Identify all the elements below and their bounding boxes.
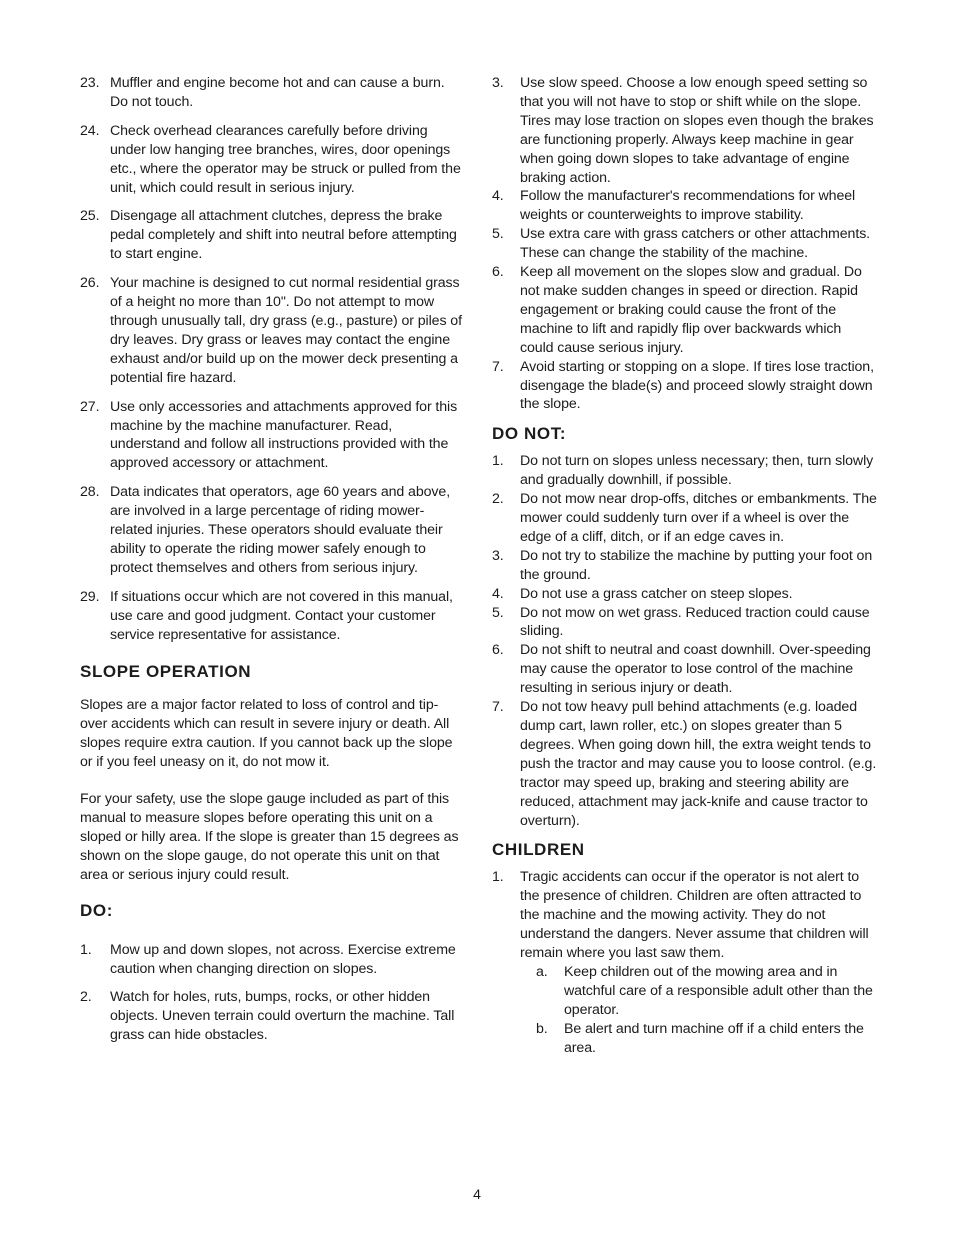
list-item bbox=[492, 641, 878, 698]
item-number: 5. bbox=[492, 226, 504, 243]
item-text: Do not shift to neutral and coast downhill. Over-speeding may cause the operator to lose control of the machine resulting in serious injury or death. bbox=[520, 642, 871, 697]
item-text: Do not try to stabilize the machine by putting your foot on the ground. bbox=[520, 547, 873, 583]
list-item bbox=[80, 274, 465, 387]
item-text: Data indicates that operators, age 60 years and above, are involved in a large percentage of riding mower-related injuries. These operators should evaluate their ability to operate the riding mower safely enough to protect themselves and others from serious injury. bbox=[110, 484, 451, 576]
item-number: 7. bbox=[492, 358, 504, 375]
list-item bbox=[492, 225, 878, 263]
list-item bbox=[492, 868, 878, 963]
item-text: Do not mow near drop-offs, ditches or embankments. The mower could suddenly turn over if a wheel is over the edge of a cliff, ditch, or if an edge caves in. bbox=[520, 491, 877, 545]
item-number: 5. bbox=[492, 604, 504, 621]
page-number: 4 bbox=[473, 1186, 481, 1202]
list-item bbox=[80, 483, 465, 578]
list-item bbox=[492, 263, 878, 358]
item-number: 6. bbox=[492, 264, 504, 281]
list-item bbox=[80, 74, 465, 112]
item-text: Keep all movement on the slopes slow and gradual. Do not make sudden changes in speed or direction. Rapid engagement or braking could cause the front of the machine to lift and rapidly flip over backwards which could cause serious injury. bbox=[520, 264, 862, 356]
item-text: Use slow speed. Choose a low enough speed setting so that you will not have to stop or shift while on the slope. Tires may lose traction on slopes even though the brakes are functioning properly. Always keep machine in gear when going down slopes to take advantage of engine braking action. bbox=[520, 75, 874, 186]
list-item bbox=[80, 588, 465, 645]
item-number: 29. bbox=[80, 588, 100, 605]
item-text: Avoid starting or stopping on a slope. If tires lose traction, disengage the blade(s) and proceed slowly straight down the slope. bbox=[520, 358, 874, 413]
item-text: Watch for holes, ruts, bumps, rocks, or other hidden objects. Uneven terrain could overturn the machine. Tall grass can hide obstacles. bbox=[110, 989, 455, 1044]
list-item bbox=[492, 604, 878, 642]
item-number: 1. bbox=[492, 869, 504, 886]
item-text: Your machine is designed to cut normal residential grass of a height no more than 10". Do not attempt to mow through unusually tall, dry grass (e.g., pasture) or piles of dry leaves. Dry grass or leaves may contact the engine exhaust and/or build up on the mower deck presenting a potential fire hazard. bbox=[110, 275, 462, 386]
sub-list-item bbox=[536, 1020, 878, 1058]
item-text: Do not tow heavy pull behind attachments (e.g. loaded dump cart, lawn roller, etc.) on slopes greater than 5 degrees. When going down hill, the extra weight tends to push the tractor and may cause you to loose control. (e.g. tractor may speed up, braking and steering ability are reduced, attachment may jack-knife and cause tractor to overturn). bbox=[520, 699, 877, 829]
item-number: 3. bbox=[492, 75, 504, 91]
item-text: Disengage all attachment clutches, depress the brake pedal completely and shift into neutral before attempting to start engine. bbox=[110, 208, 457, 263]
item-text: Check overhead clearances carefully before driving under low hanging tree branches, wires, door openings etc., where the operator may be struck or pulled from the unit, which could result in serious injury. bbox=[110, 122, 461, 196]
left-column bbox=[80, 74, 465, 1045]
item-number: 1. bbox=[80, 941, 92, 958]
slope-paragraph-2: For your safety, use the slope gauge included as part of this manual to measure slopes before operating this unit on a sloped or hilly area. If the slope is greater than 15 degrees as shown on the slope gauge, do not operate this unit on that area or serious injury could result. bbox=[80, 791, 459, 883]
list-item bbox=[492, 452, 878, 490]
item-number: 7. bbox=[492, 699, 504, 716]
list-item bbox=[80, 941, 465, 979]
list-item bbox=[80, 398, 465, 474]
right-column bbox=[492, 74, 878, 1058]
sub-item-letter: a. bbox=[536, 963, 548, 980]
list-item bbox=[492, 585, 878, 604]
item-text: Muffler and engine become hot and can cause a burn. Do not touch. bbox=[110, 75, 445, 110]
sub-item-text: Be alert and turn machine off if a child enters the area. bbox=[564, 1020, 864, 1056]
item-text: Do not mow on wet grass. Reduced traction could cause sliding. bbox=[520, 604, 870, 640]
list-item bbox=[492, 547, 878, 585]
item-number: 25. bbox=[80, 208, 100, 225]
list-item bbox=[80, 122, 465, 198]
item-number: 26. bbox=[80, 275, 100, 292]
list-item bbox=[80, 207, 465, 264]
item-text: Do not turn on slopes unless necessary; then, turn slowly and gradually downhill, if possible. bbox=[520, 453, 874, 489]
list-item bbox=[492, 490, 878, 547]
item-number: 28. bbox=[80, 484, 100, 501]
sub-item-letter: b. bbox=[536, 1020, 548, 1037]
item-text: Do not use a grass catcher on steep slopes. bbox=[520, 585, 793, 602]
list-item bbox=[492, 698, 878, 830]
do-heading: DO: bbox=[80, 900, 113, 920]
item-number: 4. bbox=[492, 188, 504, 205]
do-not-heading: DO NOT: bbox=[492, 424, 567, 444]
item-text: Tragic accidents can occur if the operator is not alert to the presence of children. Children are often attracted to the machine and the mowing activity. They do not understand the dangers. Never assume that children will remain where you last saw them. bbox=[520, 869, 869, 962]
item-number: 3. bbox=[492, 547, 504, 564]
item-text: If situations occur which are not covered in this manual, use care and good judgment. Contact your customer service representative for assistance. bbox=[110, 588, 453, 643]
item-number: 23. bbox=[80, 75, 100, 91]
slope-operation-heading: SLOPE OPERATION bbox=[80, 662, 252, 682]
list-item bbox=[492, 358, 878, 415]
item-text: Mow up and down slopes, not across. Exercise extreme caution when changing direction on slopes. bbox=[110, 941, 456, 977]
sub-list-item bbox=[536, 963, 878, 1020]
item-number: 27. bbox=[80, 398, 100, 415]
children-heading: CHILDREN bbox=[492, 840, 585, 860]
list-item bbox=[80, 988, 465, 1045]
item-number: 2. bbox=[492, 491, 504, 508]
item-text: Use extra care with grass catchers or other attachments. These can change the stability of the machine. bbox=[520, 226, 871, 262]
sub-item-text: Keep children out of the mowing area and in watchful care of a responsible adult other than the operator. bbox=[564, 963, 873, 1018]
item-number: 6. bbox=[492, 642, 504, 659]
item-number: 1. bbox=[492, 453, 504, 470]
item-number: 4. bbox=[492, 585, 504, 602]
item-number: 2. bbox=[80, 989, 92, 1006]
item-text: Use only accessories and attachments approved for this machine by the machine manufacturer. Read, understand and follow all instructions provided with the approved accessory or attachment. bbox=[110, 398, 458, 472]
slope-paragraph-1: Slopes are a major factor related to loss of control and tip-over accidents which can result in severe injury or death. All slopes require extra caution. If you cannot back up the slope or if you feel uneasy on it, do not mow it. bbox=[80, 697, 453, 771]
list-item bbox=[492, 74, 878, 187]
item-text: Follow the manufacturer's recommendations for wheel weights or counterweights to improve stability. bbox=[520, 188, 856, 224]
list-item bbox=[492, 187, 878, 225]
item-number: 24. bbox=[80, 122, 100, 139]
